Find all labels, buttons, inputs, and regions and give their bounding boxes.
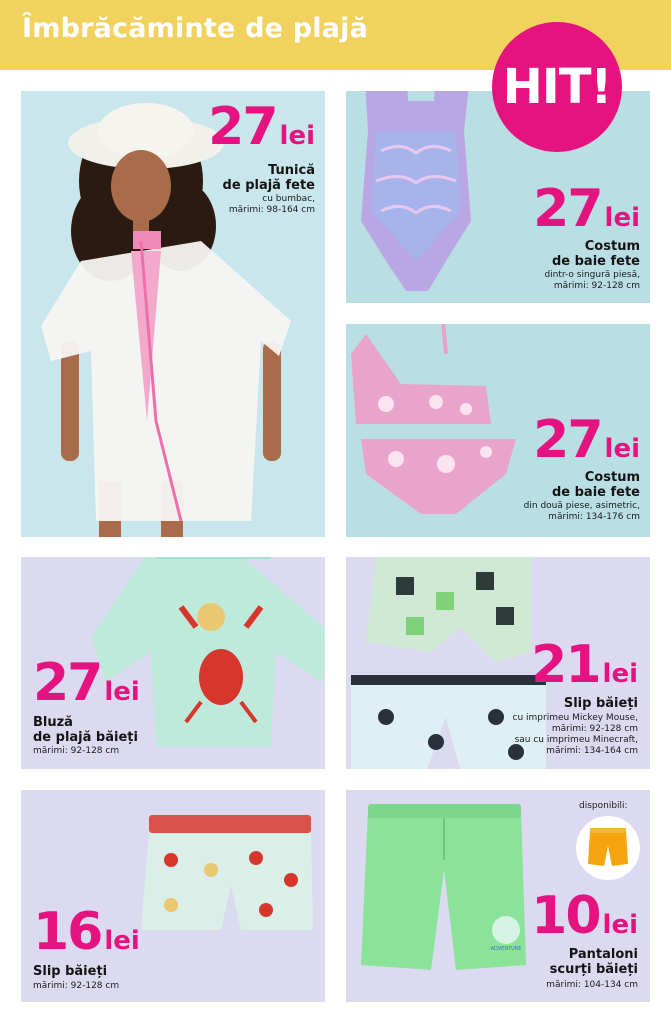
orange-shorts-icon <box>576 816 640 880</box>
product-name: Costum de baie fete <box>551 239 640 269</box>
price-currency: lei <box>602 659 638 689</box>
price-value: 27 <box>208 97 277 157</box>
product-card-swim-trunks-21[interactable] <box>346 557 650 769</box>
availability-swatch[interactable] <box>576 816 640 880</box>
product-desc: cu bumbac, mărimi: 98-164 cm <box>228 194 315 215</box>
product-name: Slip băieți <box>563 696 638 711</box>
product-card-tunic[interactable] <box>21 91 325 537</box>
product-name: Costum de baie fete <box>551 470 640 500</box>
price-tunic <box>208 97 315 157</box>
product-card-swimsuit-two-piece[interactable] <box>346 324 650 537</box>
product-desc: mărimi: 92-128 cm <box>33 981 120 991</box>
price-currency: lei <box>604 203 640 233</box>
hit-badge: HIT! <box>492 22 622 152</box>
price-value: 27 <box>33 653 102 713</box>
tunic-girl-image <box>21 91 325 537</box>
price-swim-trunks-21 <box>531 635 638 695</box>
product-desc: din două piese, asimetric, mărimi: 134-176 cm <box>523 501 640 522</box>
product-name: Bluză de plajă băieți <box>33 715 138 745</box>
price-currency: lei <box>602 910 638 940</box>
product-desc: cu imprimeu Mickey Mouse, mărimi: 92-128 cm sau cu imprimeu Minecraft, mărimi: 134-164 cm <box>512 713 638 756</box>
price-currency: lei <box>104 677 140 707</box>
product-name: Pantaloni scurți băieți <box>549 947 638 977</box>
product-desc: mărimi: 92-128 cm <box>33 746 120 756</box>
product-card-swim-trunks-16[interactable] <box>21 790 325 1002</box>
availability-label: disponibili: <box>579 801 628 811</box>
product-name: Tunică de plajă fete <box>222 163 315 193</box>
price-beach-shirt <box>33 653 140 713</box>
price-currency: lei <box>279 121 315 151</box>
price-swimsuit-two-piece <box>533 410 640 470</box>
price-value: 27 <box>533 410 602 470</box>
price-value: 21 <box>531 635 600 695</box>
price-currency: lei <box>604 434 640 464</box>
price-value: 16 <box>33 902 102 962</box>
product-desc: mărimi: 104-134 cm <box>546 980 638 990</box>
price-value: 10 <box>531 886 600 946</box>
price-currency: lei <box>104 926 140 956</box>
price-swimsuit-one-piece <box>533 179 640 239</box>
product-desc: dintr-o singură piesă, mărimi: 92-128 cm <box>544 270 640 291</box>
page-title: Îmbrăcăminte de plajă <box>22 13 369 44</box>
product-name: Slip băieți <box>33 964 108 979</box>
shorts-print-text: ADVENTURE <box>490 946 522 952</box>
price-swim-trunks-16 <box>33 902 140 962</box>
price-value: 27 <box>533 179 602 239</box>
price-shorts <box>531 886 638 946</box>
product-card-beach-shirt[interactable] <box>21 557 325 769</box>
